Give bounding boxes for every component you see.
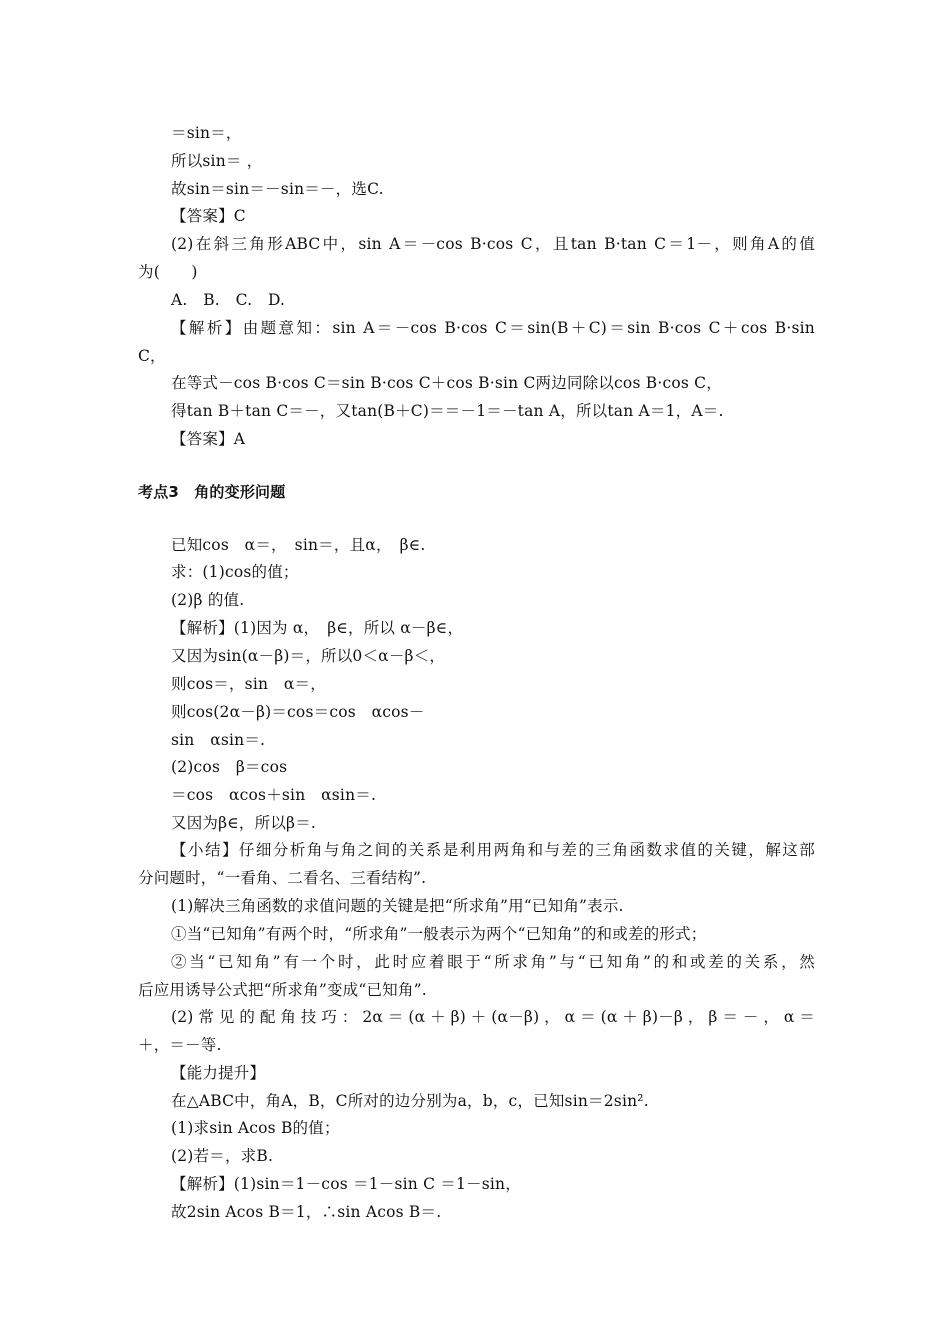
section-label: 【能力提升】 [171,1064,266,1082]
text-line: 后应用诱导公式把“所求角”变成“已知角”. [138,981,427,999]
text-line: (1)解决三角函数的求值问题的关键是把“所求角”用“已知角”表示. [171,897,624,915]
text-line: ＋，＝－等. [138,1036,222,1054]
text-line: 在等式－cos B·cos C＝sin B·cos C＋cos B·sin C两边同除以cos B·cos C， [171,374,722,392]
answer-label: 【答案】A [171,430,246,448]
text-line: 所以sin＝ ， [171,152,263,170]
text-line: 【解析】(1)sin＝1－cos ＝1－sin C ＝1－sin， [171,1175,521,1193]
text-line: 在△ABC中，角A，B，C所对的边分别为a，b，c，已知sin＝2sin². [171,1092,649,1110]
summary-line: 【小结】仔细分析角与角之间的关系是利用两角和与差的三角函数求值的关键，解这部 [171,841,815,859]
choices-line: A. B. C. D. [171,291,286,309]
text-line: (2)cos β＝cos [171,758,288,776]
text-line: 已知cos α＝， sin＝，且α， β∈. [171,536,426,554]
summary-line: 分问题时，“一看角、二看名、三看结构”. [138,869,427,887]
text-line: 得tan B＋tan C＝－，又tan(B＋C)＝＝－1＝－tan A，所以tan A＝1，A＝. [171,402,724,420]
text-line: 则cos＝，sin α＝， [171,675,326,693]
section-heading: 考点3 角的变形问题 [138,483,286,501]
text-line: (1)求sin Acos B的值； [171,1119,340,1137]
text-line: 故2sin Acos B＝1，∴sin Acos B＝. [171,1203,442,1221]
text-line: 【解析】由题意知：sin A＝－cos B·cos C＝sin(B＋C)＝sin B·cos C＋cos B·sin [171,319,815,337]
text-line: 又因为β∈，所以β＝. [171,814,317,832]
text-line: 为( ) [138,263,198,281]
text-line: 故sin＝sin＝－sin＝－，选C. [171,180,384,198]
text-line: ＝cos αcos＋sin αsin＝. [171,786,377,804]
answer-label: 【答案】C [171,207,246,225]
text-line: (2)常见的配角技巧：2α＝(α＋β)＋(α－β)，α＝(α＋β)－β，β＝－，α＝ [171,1008,815,1026]
text-line: 则cos(2α－β)＝cos＝cos αcos－ [171,703,425,721]
text-line: 又因为sin(α－β)＝，所以0＜α－β＜， [171,647,446,665]
text-line: C， [138,347,166,365]
text-line: 【解析】(1)因为 α， β∈，所以 α－β∈， [171,619,464,637]
text-line: ＝sin＝， [171,124,242,142]
text-line: ②当“已知角”有一个时，此时应着眼于“所求角”与“已知角”的和或差的关系，然 [171,953,815,971]
text-line: ①当“已知角”有两个时，“所求角”一般表示为两个“已知角”的和或差的形式； [171,925,707,943]
text-line: sin αsin＝. [171,731,266,749]
text-line: (2)若＝，求B. [171,1147,274,1165]
text-line: (2)β 的值. [171,591,245,609]
text-line: 求：(1)cos的值； [171,563,299,581]
text-line: (2)在斜三角形ABC中，sin A＝－cos B·cos C，且tan B·tan C＝1－，则角A的值 [171,235,815,253]
